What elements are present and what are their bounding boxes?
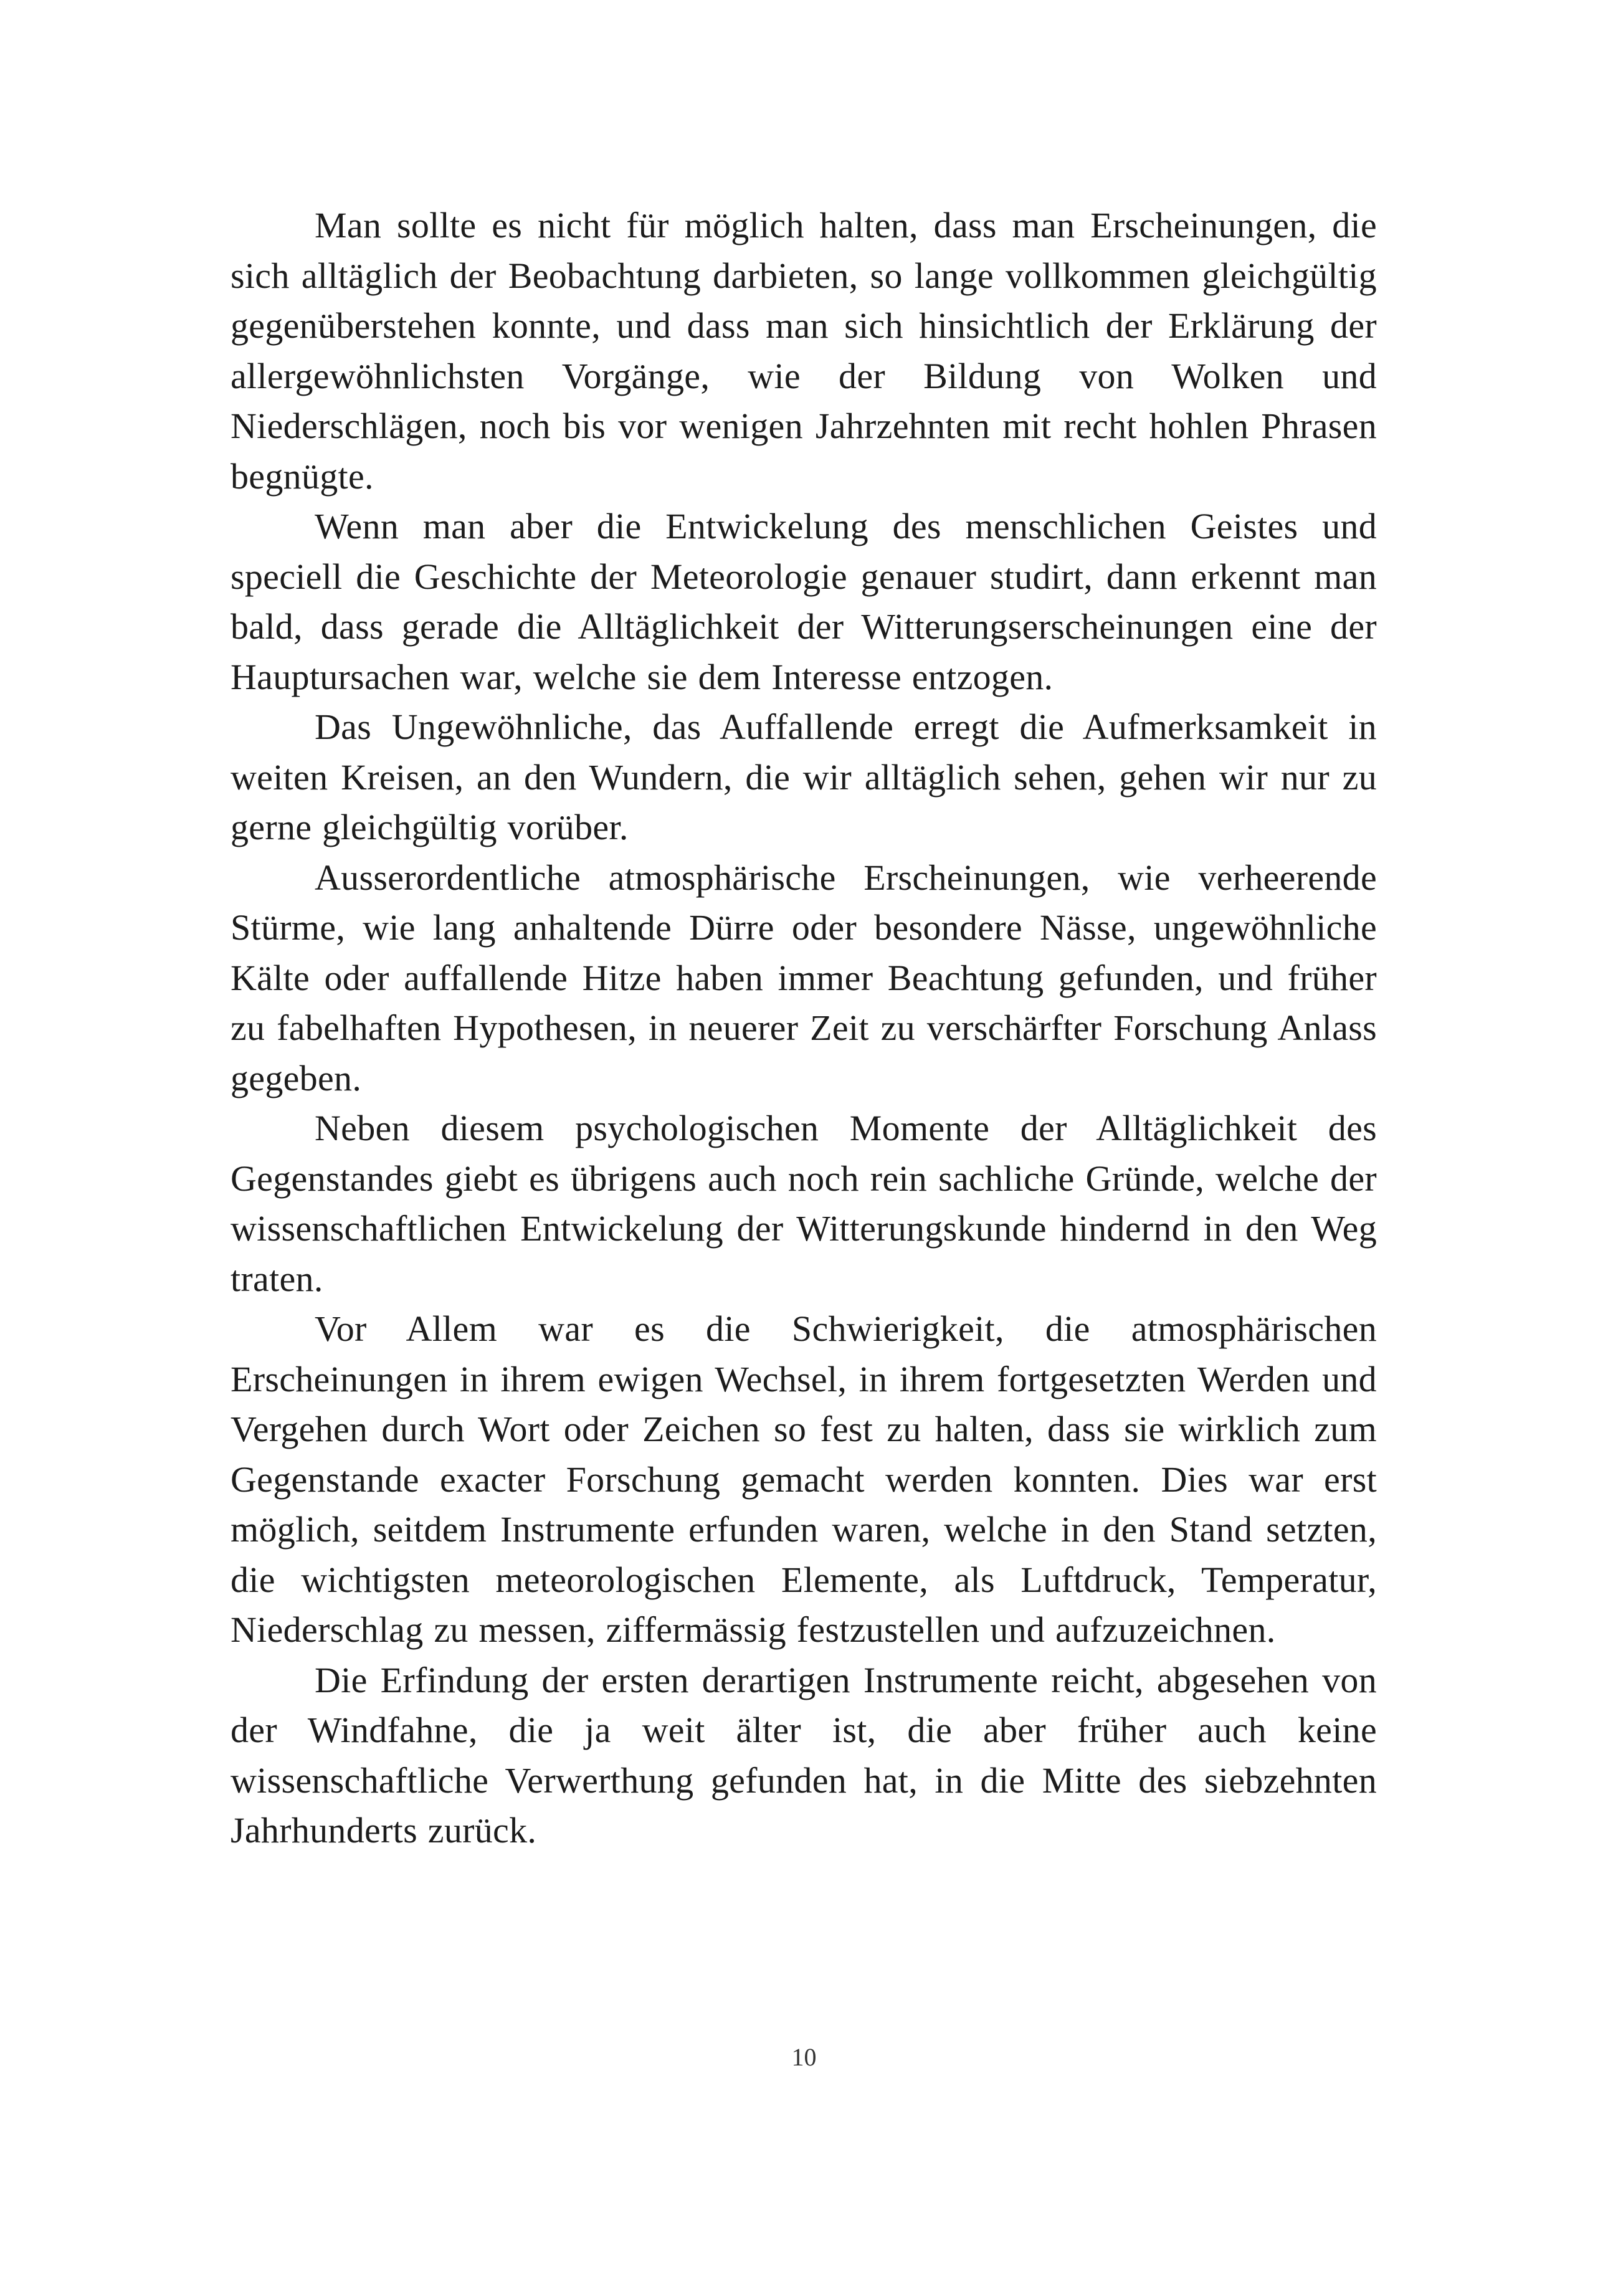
paragraph-1: Man sollte es nicht für möglich halten, dass man Erscheinungen, die sich alltäglich der Beobachtung darbieten, so lange vollkommen gleichgültig gegenüberstehen konnte, und dass man sich hinsichtlich der Erklärung der allergewöhnlichsten Vorgänge, wie der Bildung von Wolken und Niederschlägen, noch bis vor wenigen Jahrzehnten mit recht hohlen Phrasen begnügte. [231,205,1377,497]
paragraph-4: Ausserordentliche atmosphärische Erscheinungen, wie verheerende Stürme, wie lang anhaltende Dürre oder besondere Nässe, ungewöhnliche Kälte oder auffallende Hitze haben immer Beachtung gefunden, und früher zu fabelhaften Hypothesen, in neuerer Zeit zu verschärfter Forschung Anlass gegeben. [231,857,1377,1098]
paragraph-3: Das Ungewöhnliche, das Auffallende erregt die Aufmerksamkeit in weiten Kreisen, an den Wundern, die wir alltäglich sehen, gehen wir nur zu gerne gleichgültig vorüber. [231,707,1377,847]
paragraph-6: Vor Allem war es die Schwierigkeit, die atmosphärischen Erscheinungen in ihrem ewigen Wechsel, in ihrem fortgesetzten Werden und Vergehen durch Wort oder Zeichen so fest zu halten, dass sie wirklich zum Gegenstande exacter Forschung gemacht werden konnten. Dies war erst möglich, seitdem Instrumente erfunden waren, welche in den Stand setzten, die wichtigsten meteorologischen Elemente, als Luftdruck, Temperatur, Niederschlag zu messen, ziffermässig festzustellen und aufzuzeichnen. [231,1308,1377,1650]
page-body [231,201,1377,1856]
page-number: 10 [791,2043,817,2071]
paragraph-7: Die Erfindung der ersten derartigen Instrumente reicht, abgesehen von der Windfahne, die ja weit älter ist, die aber früher auch keine wissenschaftliche Verwerthung gefunden hat, in die Mitte des siebzehnten Jahrhunderts zurück. [231,1659,1377,1851]
paragraph-2: Wenn man aber die Entwickelung des menschlichen Geistes und speciell die Geschichte der Meteorologie genauer studirt, dann erkennt man bald, dass gerade die Alltäglichkeit der Witterungserscheinungen eine der Hauptursachen war, welche sie dem Interesse entzogen. [231,506,1377,697]
paragraph-5: Neben diesem psychologischen Momente der Alltäglichkeit des Gegenstandes giebt es übrigens auch noch rein sachliche Gründe, welche der wissenschaftlichen Entwickelung der Witterungskunde hindernd in den Weg traten. [231,1108,1377,1299]
